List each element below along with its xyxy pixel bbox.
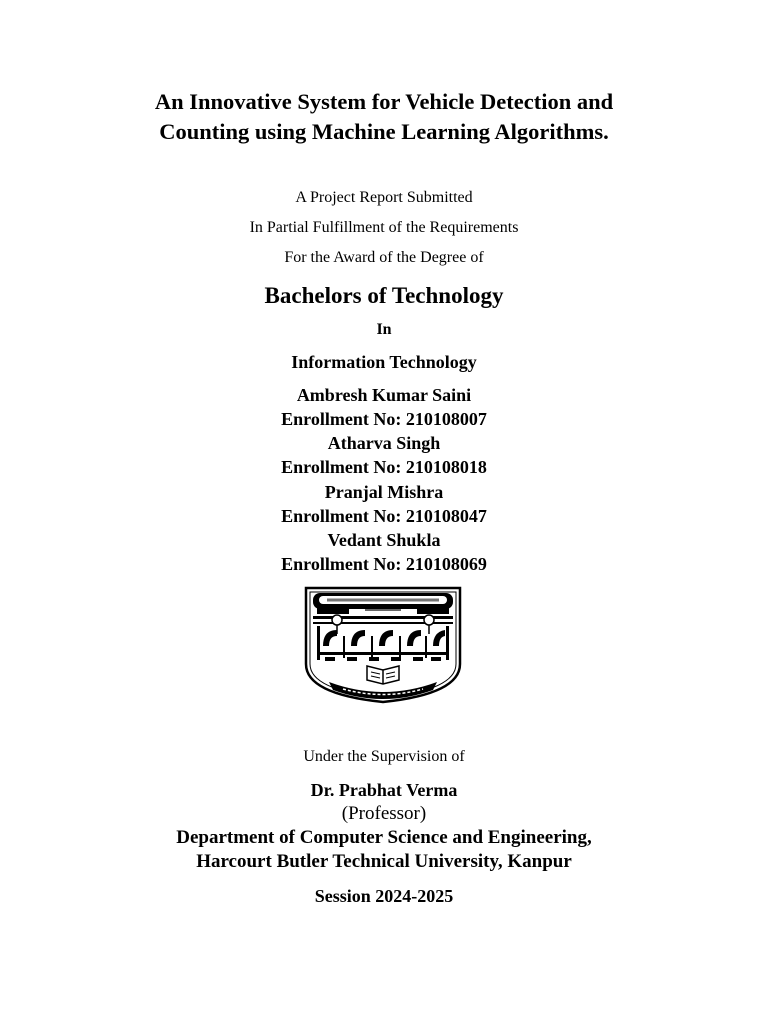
student-name: Atharva Singh	[327, 433, 441, 453]
student-enrollment: Enrollment No: 210108047	[281, 506, 487, 526]
student-name: Ambresh Kumar Saini	[296, 385, 472, 405]
student-enrollment: Enrollment No: 210108007	[281, 409, 487, 429]
degree-name: Bachelors of Technology	[264, 283, 504, 308]
department-name: Department of Computer Science and Engineering,	[176, 827, 592, 848]
report-title-line-1: An Innovative System for Vehicle Detection and	[154, 89, 614, 114]
report-title-line-2: Counting using Machine Learning Algorithms.	[159, 119, 609, 144]
student-name: Pranjal Mishra	[324, 482, 444, 502]
branch-name: Information Technology	[291, 352, 477, 372]
student-enrollment: Enrollment No: 210108018	[281, 457, 487, 477]
university-logo	[303, 586, 463, 704]
student-enrollment: Enrollment No: 210108069	[281, 554, 487, 574]
supervision-intro: Under the Supervision of	[303, 748, 465, 765]
supervisor-name: Dr. Prabhat Verma	[310, 780, 458, 800]
university-name: Harcourt Butler Technical University, Kanpur	[196, 851, 572, 872]
degree-connector: In	[376, 321, 392, 338]
supervisor-designation: (Professor)	[341, 803, 427, 824]
session: Session 2024-2025	[314, 886, 454, 906]
submission-line-3: For the Award of the Degree of	[284, 249, 484, 266]
submission-line-1: A Project Report Submitted	[295, 189, 473, 206]
submission-line-2: In Partial Fulfillment of the Requirements	[249, 219, 519, 236]
student-name: Vedant Shukla	[327, 530, 441, 550]
